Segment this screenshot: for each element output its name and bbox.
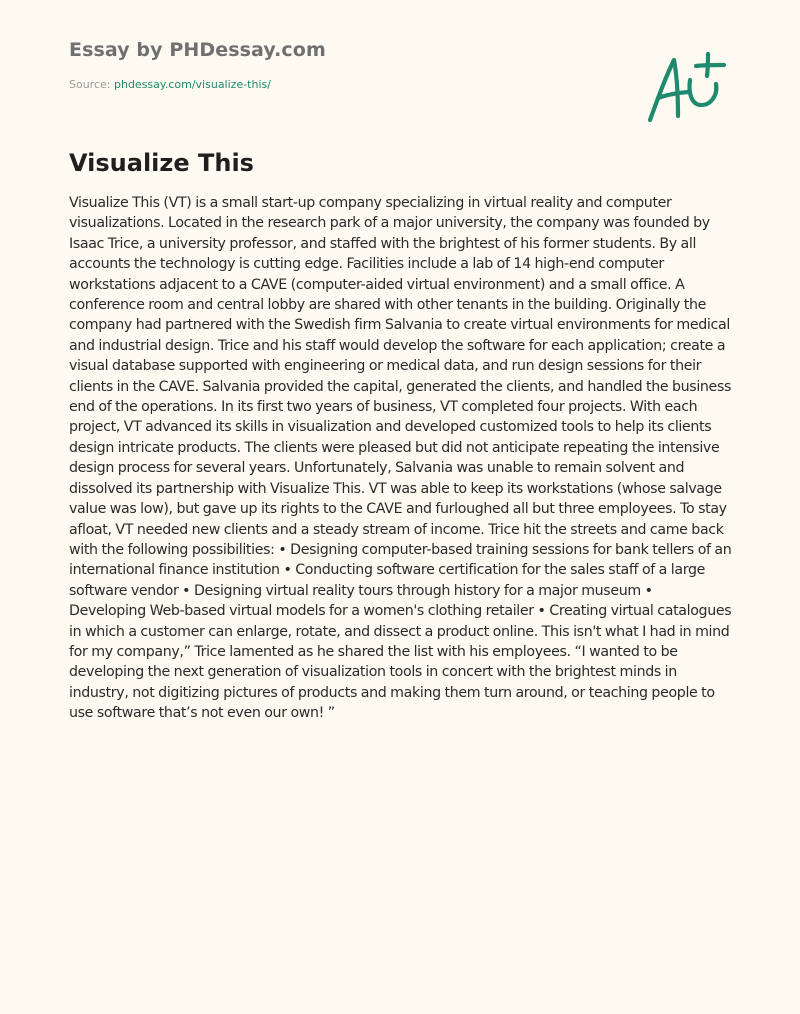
a-plus-logo-icon [644,50,728,126]
source-label: Source: [69,78,111,91]
page-header [69,38,589,92]
source-line [69,78,589,92]
source-link[interactable]: phdessay.com/visualize-this/ [114,78,271,91]
brand-title: Essay by PHDessay.com [69,39,326,61]
essay-title: Visualize This [69,149,254,177]
essay-body: Visualize This (VT) is a small start-up company specializing in virtual reality and computer visualizations. Located in the research park of a major university, the company was founded by Isaac Trice, a university professor, and staffed with the brightest of his former students. By all accounts the technology is cutting edge. Facilities include a lab of 14 high-end computer workstations adjacent to a CAVE (computer-aided virtual environment) and a small office. A conference room and central lobby are shared with other tenants in the building. Originally the company had partnered with the Swedish firm Salvania to create virtual environments for medical and industrial design. Trice and his staff would develop the software for each application; create a visual database supported with engineering or medical data, and run design sessions for their clients in the CAVE. Salvania provided the capital, generated the clients, and handled the business end of the operations. In its first two years of business, VT completed four projects. With each project, VT advanced its skills in visualization and developed customized tools to help its clients design intricate products. The clients were pleased but did not anticipate repeating the intensive design process for several years. Unfortunately, Salvania was unable to remain solvent and dissolved its partnership with Visualize This. VT was able to keep its workstations (whose salvage value was low), but gave up its rights to the CAVE and furloughed all but three employees. To stay afloat, VT needed new clients and a steady stream of income. Trice hit the streets and came back with the following possibilities: • Designing computer-based training sessions for bank tellers of an international finance institution • Conducting software certification for the sales staff of a large software vendor • Designing virtual reality tours through history for a major museum • Developing Web-based virtual models for a women's clothing retailer • Creating virtual catalogues in which a customer can enlarge, rotate, and dissect a product online. This isn't what I had in mind for my company,” Trice lamented as he shared the list with his employees. “I wanted to be developing the next generation of visualization tools in concert with the brightest minds in industry, not digitizing pictures of products and making them turn around, or teaching people to use software that’s not even our own! ” [69,195,732,722]
